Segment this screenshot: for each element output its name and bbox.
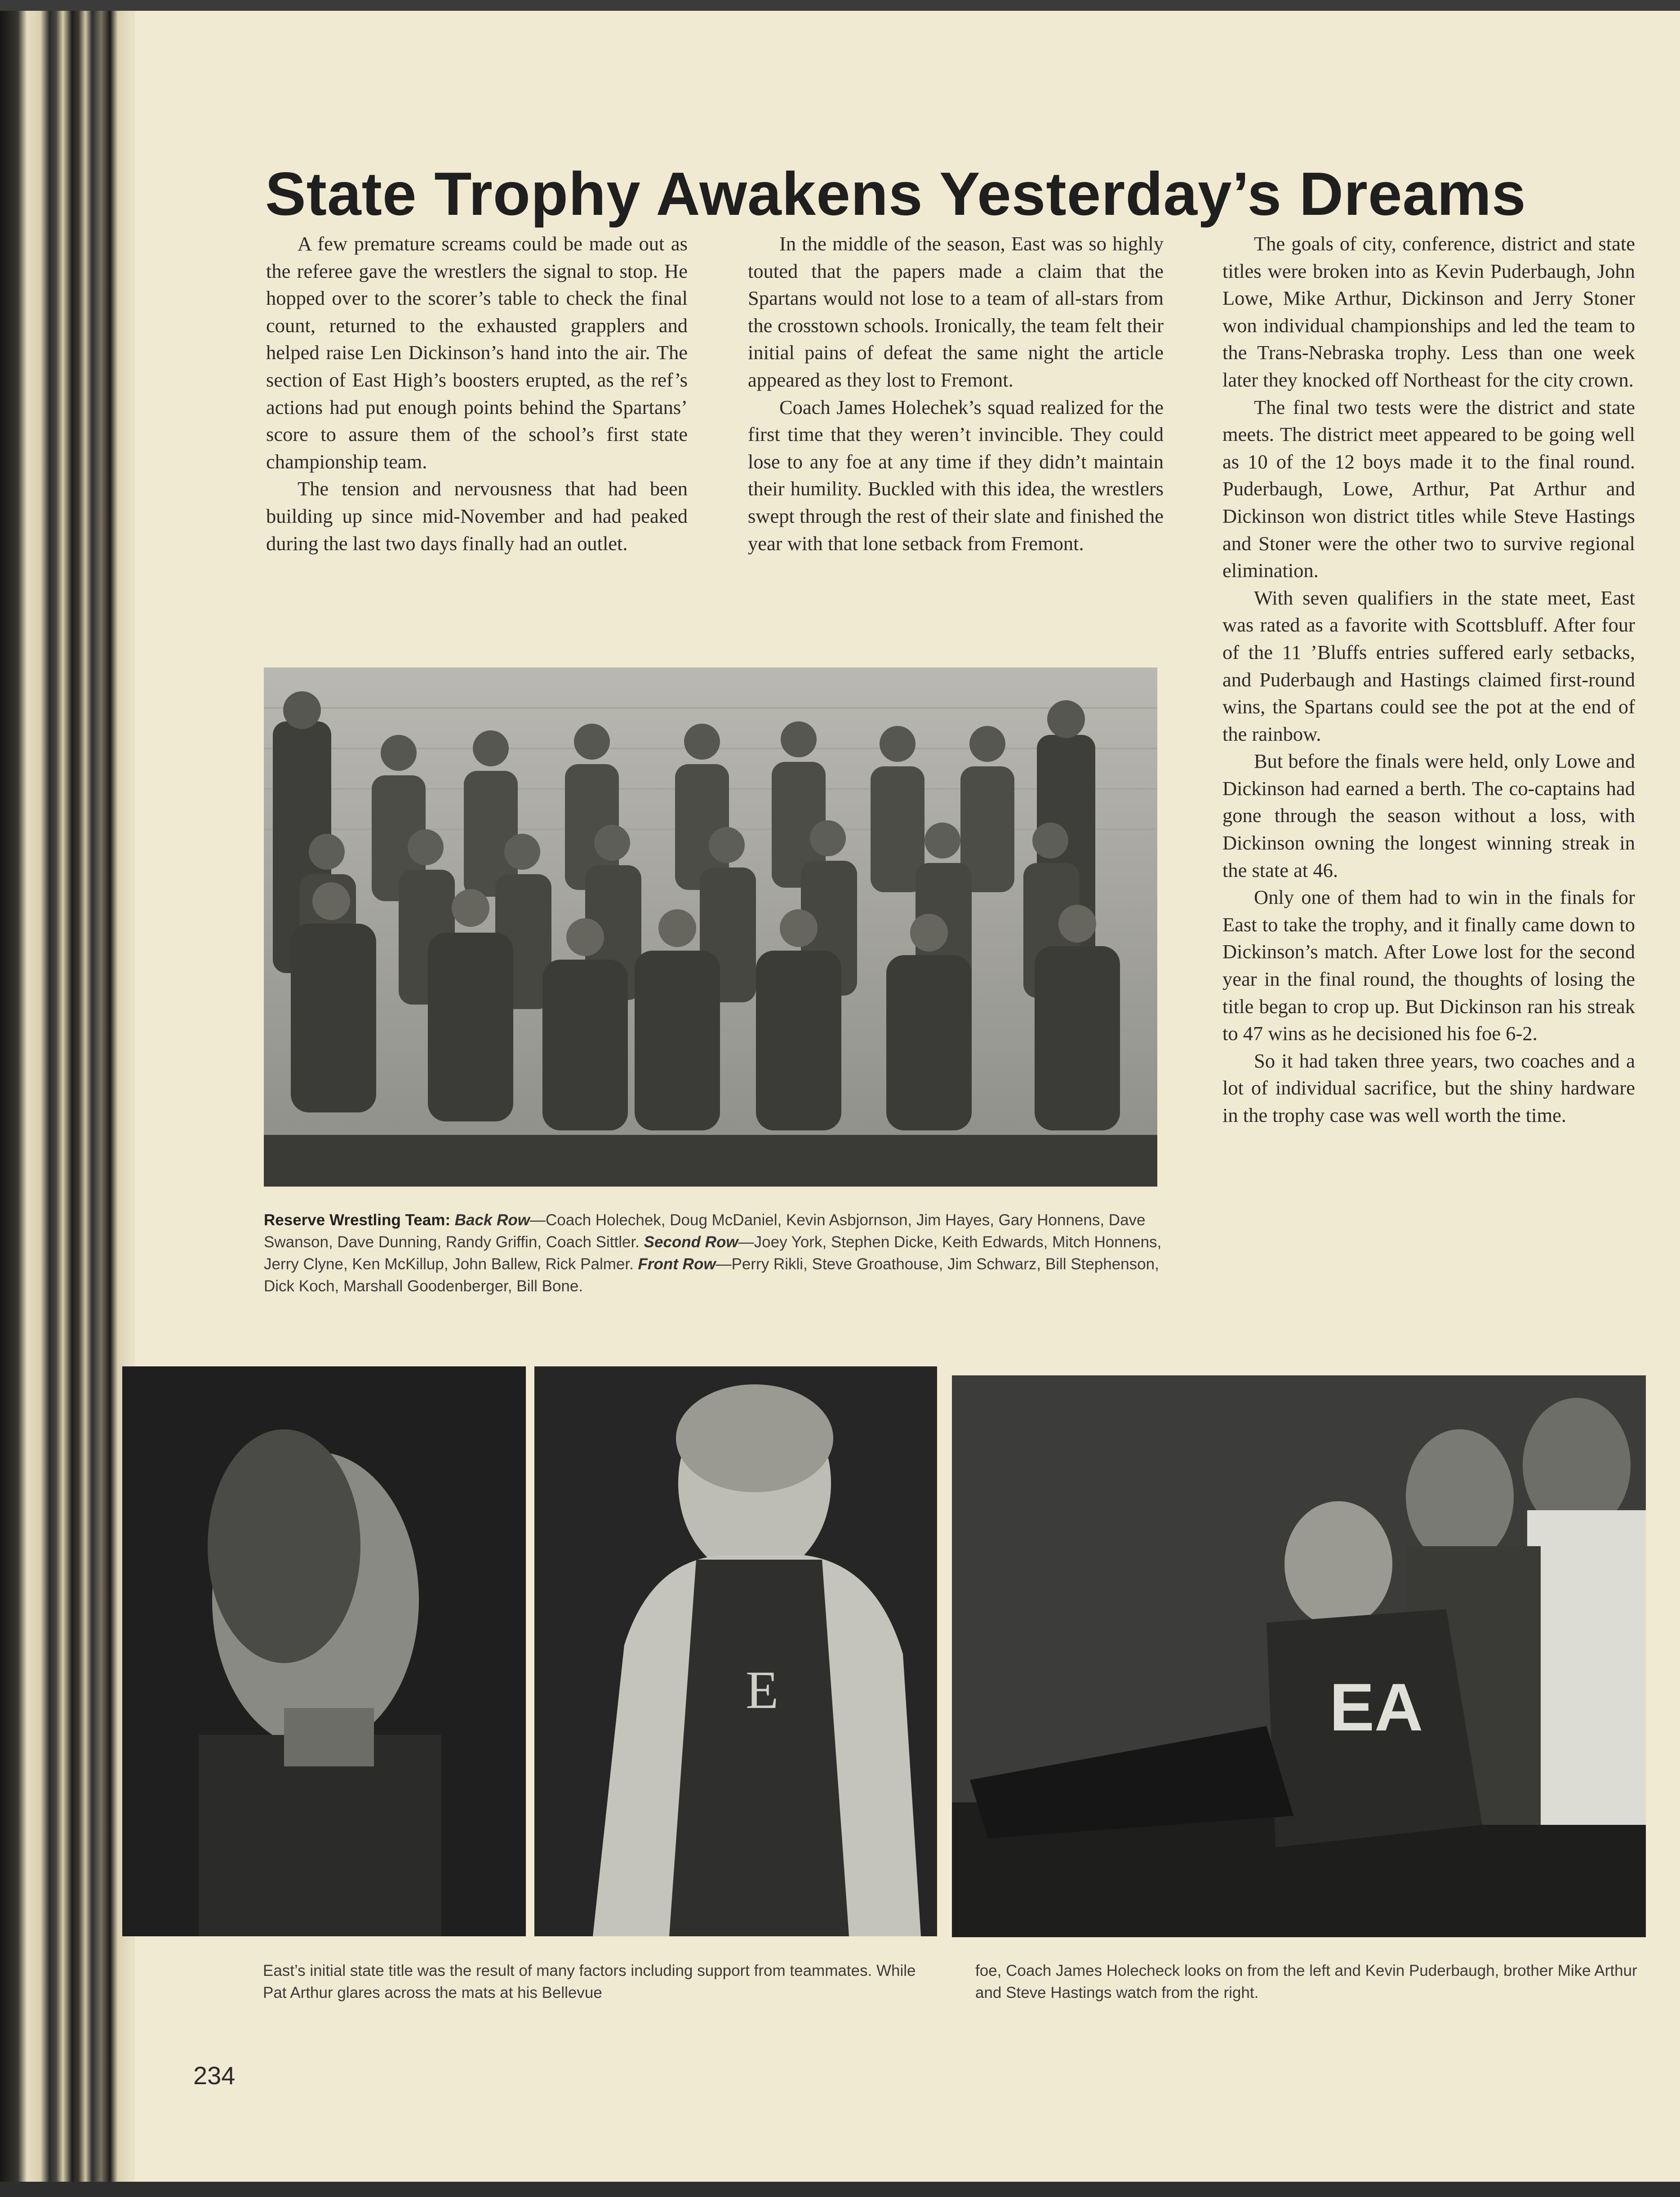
paragraph: Coach James Holechek’s squad realized for the first time that they weren’t invincible. They could lose to any foe at any time if they didn’t maintain their humility. Buckled with this idea, the wrestlers swept through the rest of their slate and finished the year with that lone setback from Fremont. bbox=[748, 396, 1164, 555]
coach-photo bbox=[122, 1366, 526, 1936]
top-edge bbox=[0, 0, 1680, 11]
bottom-caption-left: East’s initial state title was the result of many factors including support from teammates. While Pat Arthur glares across the mats at his Bellevue bbox=[263, 1962, 916, 2001]
front-row-names: —Perry Rikli, Steve Groathouse, Jim Schwarz, Bill Stephenson, Dick Koch, Marshall Goodenberger, Bill Bone. bbox=[264, 1255, 1159, 1295]
bottom-caption-right: foe, Coach James Holecheck looks on from the left and Kevin Puderbaugh, brother Mike Arthur and Steve Hastings watch from the right. bbox=[975, 1962, 1637, 2001]
coach-photo-image bbox=[122, 1366, 526, 1936]
bottom-edge bbox=[0, 2182, 1680, 2197]
caption-heading: Reserve Wrestling Team: bbox=[264, 1211, 450, 1229]
paragraph: The final two tests were the district and state meets. The district meet appeared to be going well as 10 of the 12 boys made it to the final round. Puderbaugh, Lowe, Arthur, Pat Arthur and Dickinson won district titles while Steve Hastings and Stoner were the other two to survive regional elimination. bbox=[1222, 396, 1635, 582]
wrestler-photo-image bbox=[534, 1366, 937, 1936]
paragraph: So it had taken three years, two coaches and a lot of individual sacrifice, but the shiny hardware in the trophy case was well worth the time. bbox=[1222, 1049, 1635, 1126]
article-column-2 bbox=[748, 230, 1164, 557]
page-title: State Trophy Awakens Yesterday’s Dreams bbox=[265, 160, 1526, 228]
paragraph: In the middle of the season, East was so highly touted that the papers made a claim that the Spartans would not lose to a team of all-stars from the crosstown schools. Ironically, the team felt their initial pains of defeat the same night the article appeared as they lost to Fremont. bbox=[748, 232, 1164, 391]
back-row-names: —Coach Holechek, Doug McDaniel, Kevin Asbjornson, Jim Hayes, Gary Honnens, Dave Swanson, Dave Dunning, Randy Griffin, Coach Sittler. bbox=[264, 1211, 1146, 1251]
svg-text:E: E bbox=[746, 1660, 779, 1720]
paragraph: With seven qualifiers in the state meet, East was rated as a favorite with Scottsbluff. After four of the 11 ’Bluffs entries suffered early setbacks, and Puderbaugh and Hastings claimed first-round wins, the Spartans could see the pot at the end of the rainbow. bbox=[1222, 586, 1635, 745]
second-row-label: Second Row bbox=[644, 1233, 738, 1251]
teammates-photo bbox=[952, 1375, 1646, 1937]
front-row-label: Front Row bbox=[638, 1255, 716, 1273]
second-row-names: —Joey York, Stephen Dicke, Keith Edwards, Mitch Honnens, Jerry Clyne, Ken McKillup, John Ballew, Rick Palmer. bbox=[264, 1233, 1162, 1273]
wrestler-photo bbox=[534, 1366, 937, 1936]
article-column-1 bbox=[266, 230, 688, 557]
paragraph: Only one of them had to win in the finals for East to take the trophy, and it finally came down to Dickinson’s match. After Lowe lost for the second year in the final round, the thoughts of losing the title began to crop up. But Dickinson ran his streak to 47 wins as he decisioned his foe 6-2. bbox=[1222, 886, 1635, 1045]
article-column-3 bbox=[1222, 230, 1635, 1129]
team-photo bbox=[264, 667, 1157, 1187]
team-photo-image bbox=[264, 667, 1157, 1187]
page-number: 234 bbox=[193, 2061, 236, 2090]
book-binding bbox=[0, 0, 135, 2197]
paragraph: The tension and nervousness that had been building up since mid-November and had peaked during the last two days finally had an outlet. bbox=[266, 477, 688, 555]
teammates-photo-image bbox=[952, 1375, 1646, 1937]
team-photo-caption bbox=[264, 1209, 1163, 1297]
back-row-label: Back Row bbox=[454, 1211, 530, 1229]
paragraph: But before the finals were held, only Lowe and Dickinson had earned a berth. The co-captains had gone through the season without a loss, with Dickinson owning the longest winning streak in the state at 46. bbox=[1222, 750, 1635, 881]
paragraph: A few premature screams could be made out as the referee gave the wrestlers the signal to stop. He hopped over to the scorer’s table to check the final count, returned to the exhausted grapplers and helped raise Len Dickinson’s hand into the air. The section of East High’s boosters erupted, as the ref’s actions had put enough points behind the Spartans’ score to assure them of the school’s first state championship team. bbox=[266, 232, 688, 473]
svg-text:EA: EA bbox=[1329, 1669, 1423, 1745]
paragraph: The goals of city, conference, district and state titles were broken into as Kevin Puderbaugh, John Lowe, Mike Arthur, Dickinson and Jerry Stoner won individual championships and led the team to the Trans-Nebraska trophy. Less than one week later they knocked off Northeast for the city crown. bbox=[1222, 232, 1635, 391]
